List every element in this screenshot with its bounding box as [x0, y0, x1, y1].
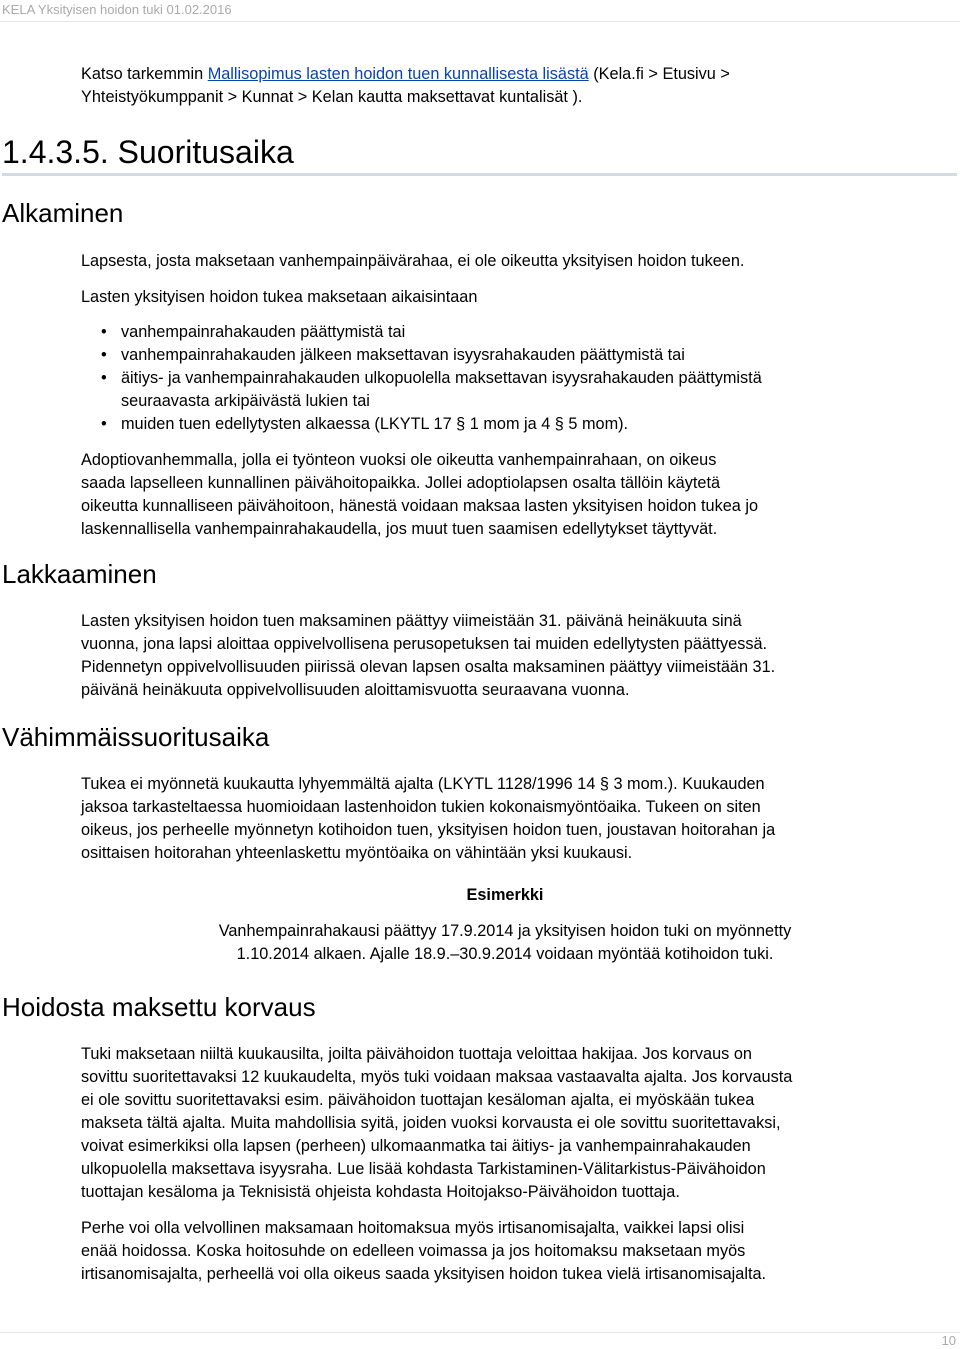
lakkaaminen-content: [81, 610, 775, 702]
page-footer: [0, 1332, 960, 1348]
example-box: [150, 884, 860, 966]
list-item: • vanhempainrahakauden päättymistä tai: [81, 321, 762, 344]
mallisopimus-link[interactable]: Mallisopimus lasten hoidon tuen kunnallisesta lisästä: [207, 65, 589, 83]
alkaminen-content: [81, 250, 762, 541]
list-item: • muiden tuen edellytysten alkaessa (LKYTL 17 § 1 mom ja 4 § 5 mom).: [81, 413, 762, 436]
intro-line-1: [81, 63, 730, 86]
adoption-line: Adoptiovanhemmalla, jolla ei työnteon vuoksi ole oikeutta vanhempainrahaan, on oikeus: [81, 451, 717, 469]
adoption-line: saada lapselleen kunnallinen päivähoitopaikka. Jollei adoptiolapsen osalta tällöin käytetä: [81, 474, 721, 492]
intro-line-2: Yhteistyökumppanit > Kunnat > Kelan kautta maksettavat kuntalisät ).: [81, 88, 583, 106]
page-number: 10: [941, 1333, 956, 1348]
korvaus-line: ei ole sovittu suoritettavaksi esim. päivähoidon tuottajan kesäloman ajalta, ei myöskään tukea: [81, 1091, 755, 1109]
adoption-line: oikeutta kunnalliseen päivähoitoon, hänestä voidaan maksaa lasten yksityisen hoidon tukea jo: [81, 497, 759, 515]
vahimmaissuoritusaika-heading: Vähimmäissuoritusaika: [2, 722, 270, 752]
korvaus-line: ulkopuolella maksettava isyysraha. Lue lisää kohdasta Tarkistaminen-Välitarkistus-Päivähoidon: [81, 1160, 766, 1178]
adoption-line: laskennallisella vanhempainrahakaudella, jos muut tuen saamisen edellytykset täyttyvät.: [81, 520, 718, 538]
lakkaaminen-line: päivänä heinäkuuta oppivelvollisuuden aloittamisvuotta seuraavana vuonna.: [81, 681, 630, 699]
vahimmais-line: oikeus, jos perheelle myönnetyn kotihoidon tuen, yksityisen hoidon tuen, joustavan hoitorahan ja: [81, 821, 776, 839]
list-item: • vanhempainrahakauden jälkeen maksettavan isyysrahakauden päättymistä tai: [81, 344, 762, 367]
example-title: Esimerkki: [466, 886, 544, 904]
alkaminen-paragraph-2: Lasten yksityisen hoidon tukea maksetaan aikaisintaan: [81, 288, 478, 306]
korvaus-content: [81, 1043, 792, 1286]
example-line-1: Vanhempainrahakausi päättyy 17.9.2014 ja yksityisen hoidon tuki on myönnetty: [218, 922, 792, 940]
korvaus-paragraph-1: [81, 1043, 792, 1204]
lakkaaminen-line: Lasten yksityisen hoidon tuen maksaminen päättyy viimeistään 31. päivänä heinäkuuta sinä: [81, 612, 742, 630]
korvaus-line: tuottajan kesäloma ja Teknisistä ohjeista kohdasta Hoitojakso-Päivähoidon tuottaja.: [81, 1183, 680, 1201]
list-item-continuation: seuraavasta arkipäivästä lukien tai: [121, 392, 370, 410]
vahimmais-line: osittaisen hoitorahan yhteenlaskettu myöntöaika on vähintään yksi kuukausi.: [81, 844, 633, 862]
list-item: • äitiys- ja vanhempainrahakauden ulkopuolella maksettavan isyysrahakauden päättymistä: [81, 367, 762, 390]
korvaus-heading: Hoidosta maksettu korvaus: [2, 992, 316, 1022]
vahimmaissuoritusaika-content: [81, 773, 775, 865]
intro-suffix: (Kela.fi > Etusivu >: [588, 65, 730, 83]
alkaminen-heading: Alkaminen: [2, 198, 124, 228]
alkaminen-paragraph-1: Lapsesta, josta maksetaan vanhempainpäivärahaa, ei ole oikeutta yksityisen hoidon tukeen.: [81, 252, 745, 270]
korvaus-line: enää hoidossa. Koska hoitosuhde on edelleen voimassa ja jos hoitomaksu maksetaan myös: [81, 1242, 746, 1260]
lakkaaminen-line: Pidennetyn oppivelvollisuuden piirissä olevan lapsen osalta maksaminen päättyy viimeistään 31.: [81, 658, 776, 676]
korvaus-line: sovittu suoritettavaksi 12 kuukaudelta, myös tuki voidaan maksaa vastaavalta ajalta. Jos korvausta: [81, 1068, 793, 1086]
korvaus-line: Tuki maksetaan niiltä kuukausilta, joilta päivähoidon tuottaja veloittaa hakijaa. Jos korvaus on: [81, 1045, 752, 1063]
page-header: KELA Yksityisen hoidon tuki 01.02.2016: [0, 0, 960, 22]
korvaus-line: makseta tältä ajalta. Muita mahdollisia syitä, joiden vuoksi korvausta ei ole sovittu suoritettavaksi,: [81, 1114, 781, 1132]
intro-paragraph: [81, 63, 730, 109]
korvaus-paragraph-2: [81, 1217, 792, 1286]
vahimmais-line: Tukea ei myönnetä kuukautta lyhyemmältä ajalta (LKYTL 1128/1996 14 § 3 mom.). Kuukauden: [81, 775, 765, 793]
section-title: 1.4.3.5. Suoritusaika: [2, 132, 957, 176]
korvaus-line: voivat esimerkiksi olla lapsen (perheen) ulkomaanmatka tai äitiys- ja vanhempainrahakauden: [81, 1137, 751, 1155]
vahimmais-line: jaksoa tarkasteltaessa huomioidaan lastenhoidon tukien kokonaismyöntöaika. Tukeen on siten: [81, 798, 761, 816]
lakkaaminen-line: vuonna, jona lapsi aloittaa oppivelvollisena perusopetuksen tai muiden edellytysten päättyessä.: [81, 635, 768, 653]
adoption-paragraph: [81, 449, 762, 541]
intro-prefix: Katso tarkemmin: [81, 65, 208, 83]
alkaminen-bullet-list: [81, 321, 762, 436]
example-line-2: 1.10.2014 alkaen. Ajalle 18.9.–30.9.2014 voidaan myöntää kotihoidon tuki.: [236, 945, 774, 963]
korvaus-line: Perhe voi olla velvollinen maksamaan hoitomaksua myös irtisanomisajalta, vaikkei lapsi olisi: [81, 1219, 745, 1237]
lakkaaminen-heading: Lakkaaminen: [2, 559, 157, 589]
korvaus-line: irtisanomisajalta, perheellä voi olla oikeus saada yksityisen hoidon tukea vielä irtisanomisajalta.: [81, 1265, 767, 1283]
